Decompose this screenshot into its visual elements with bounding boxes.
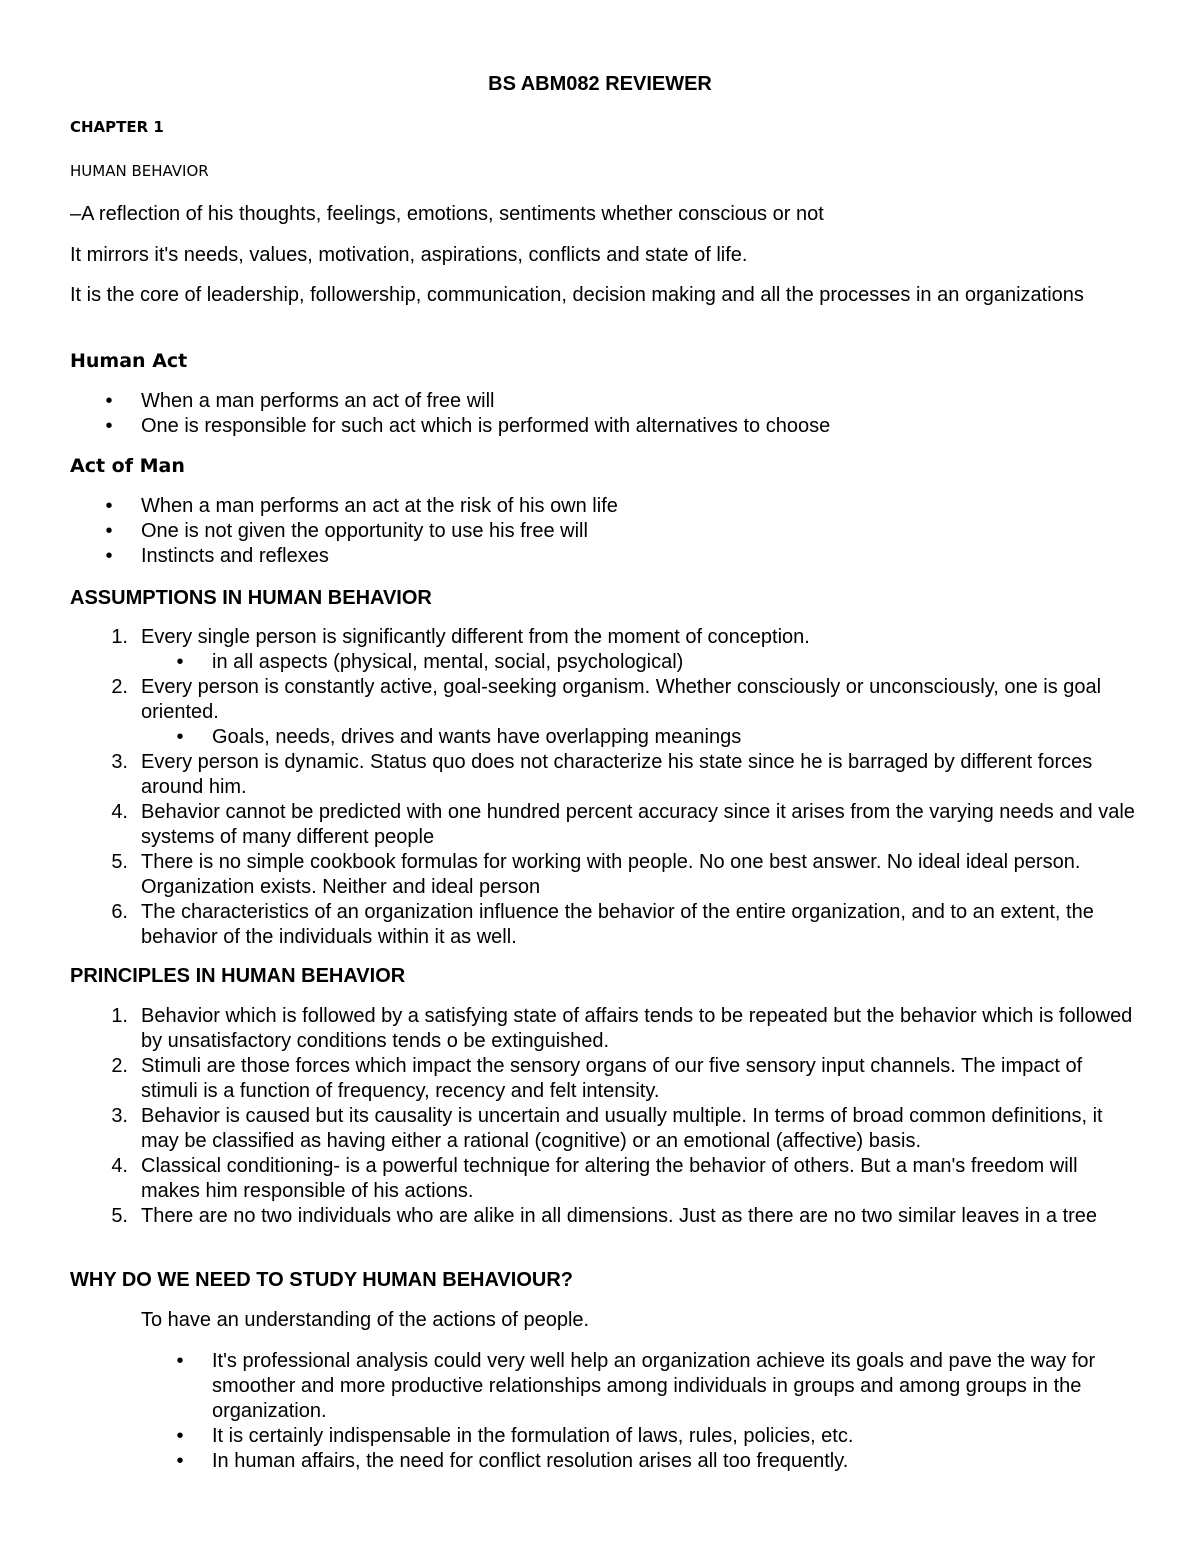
list-item-text: It's professional analysis could very well help an organization achieve its goals and pave the way for smoother and more productive relationships among individuals in groups and among groups in the organization. [212,1350,1096,1422]
chapter-label: CHAPTER 1 [70,118,164,136]
item-number: 4. [111,801,128,823]
list-item-text: Every single person is significantly different from the moment of conception. [141,626,810,648]
list-item-text: Every person is constantly active, goal-seeking organism. Whether consciously or unconsciously, one is goal oriented. [141,676,1102,723]
why-study-heading: WHY DO WE NEED TO STUDY HUMAN BEHAVIOUR? [70,1269,573,1291]
list-item [70,1349,1130,1424]
list-item [70,1154,1140,1204]
item-number: 2. [111,1055,128,1077]
principles-list [70,1004,1140,1229]
list-item [70,1449,1130,1474]
list-item-text: Behavior which is followed by a satisfying state of affairs tends to be repeated but the behavior which is followed by unsatisfactory conditions tends o be extinguished. [141,1005,1133,1052]
principles-heading: PRINCIPLES IN HUMAN BEHAVIOR [70,965,406,987]
list-item [70,1004,1140,1054]
list-item-text: Every person is dynamic. Status quo does not characterize his state since he is barraged by different forces around him. [141,751,1093,798]
sub-list-item [70,650,1140,675]
document-title: BS ABM082 REVIEWER [488,73,712,95]
section-label: HUMAN BEHAVIOR [70,162,209,180]
item-number: 3. [111,1105,128,1127]
list-item-text: In human affairs, the need for conflict resolution arises all too frequently. [212,1450,849,1472]
list-item [70,750,1140,800]
human-act-heading: Human Act [70,350,188,372]
item-number: 2. [111,676,128,698]
list-item [70,800,1140,850]
bullet-icon: • [176,651,184,673]
list-item-text: There is no simple cookbook formulas for working with people. No one best answer. No ideal ideal person. Organization exists. Neither and ideal person [141,851,1081,898]
act-of-man-heading: Act of Man [70,455,185,477]
why-study-list [70,1349,1130,1474]
list-item-text: There are no two individuals who are alike in all dimensions. Just as there are no two similar leaves in a tree [141,1205,1098,1227]
list-item-text: One is not given the opportunity to use his free will [141,520,588,542]
sub-list-item [70,725,1140,750]
list-item-text: Stimuli are those forces which impact the sensory organs of our five sensory input channels. The impact of stimuli is a function of frequency, recency and felt intensity. [141,1055,1083,1102]
bullet-icon: • [105,520,113,542]
item-number: 3. [111,751,128,773]
bullet-icon: • [176,726,184,748]
sub-list-item-text: in all aspects (physical, mental, social, psychological) [212,651,684,673]
list-item [70,494,1130,519]
assumptions-heading: ASSUMPTIONS IN HUMAN BEHAVIOR [70,587,432,609]
list-item [70,1054,1140,1104]
intro-paragraph-3: It is the core of leadership, followership, communication, decision making and all the processes in an organizations [70,284,1084,306]
list-item-text: Classical conditioning- is a powerful technique for altering the behavior of others. But a man's freedom will makes him responsible of his actions. [141,1155,1078,1202]
list-item-text: Instincts and reflexes [141,545,329,567]
sub-list-item-text: Goals, needs, drives and wants have overlapping meanings [212,726,742,748]
list-item-text: When a man performs an act at the risk of his own life [141,495,618,517]
human-act-list [70,389,1130,439]
list-item [70,519,1130,544]
list-item-text: Behavior cannot be predicted with one hundred percent accuracy since it arises from the varying needs and vale systems of many different people [141,801,1135,848]
bullet-icon: • [105,390,113,412]
item-number: 4. [111,1155,128,1177]
list-item [70,675,1140,725]
list-item-text: The characteristics of an organization influence the behavior of the entire organization, and to an extent, the behavior of the individuals within it as well. [141,901,1094,948]
list-item [70,1104,1140,1154]
bullet-icon: • [105,545,113,567]
item-number: 6. [111,901,128,923]
item-number: 1. [111,626,128,648]
assumptions-list [70,625,1140,950]
bullet-icon: • [176,1350,184,1372]
list-item-text: Behavior is caused but its causality is uncertain and usually multiple. In terms of broad common definitions, it may be classified as having either a rational (cognitive) or an emotional (affective) basis. [141,1105,1103,1152]
item-number: 5. [111,1205,128,1227]
item-number: 5. [111,851,128,873]
why-study-lead: To have an understanding of the actions of people. [141,1309,590,1331]
list-item-text: When a man performs an act of free will [141,390,495,412]
list-item [70,900,1140,950]
list-item [70,850,1140,900]
list-item-text: One is responsible for such act which is performed with alternatives to choose [141,415,831,437]
list-item-text: It is certainly indispensable in the formulation of laws, rules, policies, etc. [212,1425,854,1447]
list-item [70,625,1140,650]
intro-paragraph-1: –A reflection of his thoughts, feelings, emotions, sentiments whether conscious or not [70,203,824,225]
list-item [70,1424,1130,1449]
list-item [70,544,1130,569]
list-item [70,414,1130,439]
list-item [70,389,1130,414]
act-of-man-list [70,494,1130,569]
bullet-icon: • [176,1450,184,1472]
list-item [70,1204,1140,1229]
bullet-icon: • [105,415,113,437]
item-number: 1. [111,1005,128,1027]
bullet-icon: • [105,495,113,517]
intro-paragraph-2: It mirrors it's needs, values, motivation, aspirations, conflicts and state of life. [70,244,748,266]
bullet-icon: • [176,1425,184,1447]
